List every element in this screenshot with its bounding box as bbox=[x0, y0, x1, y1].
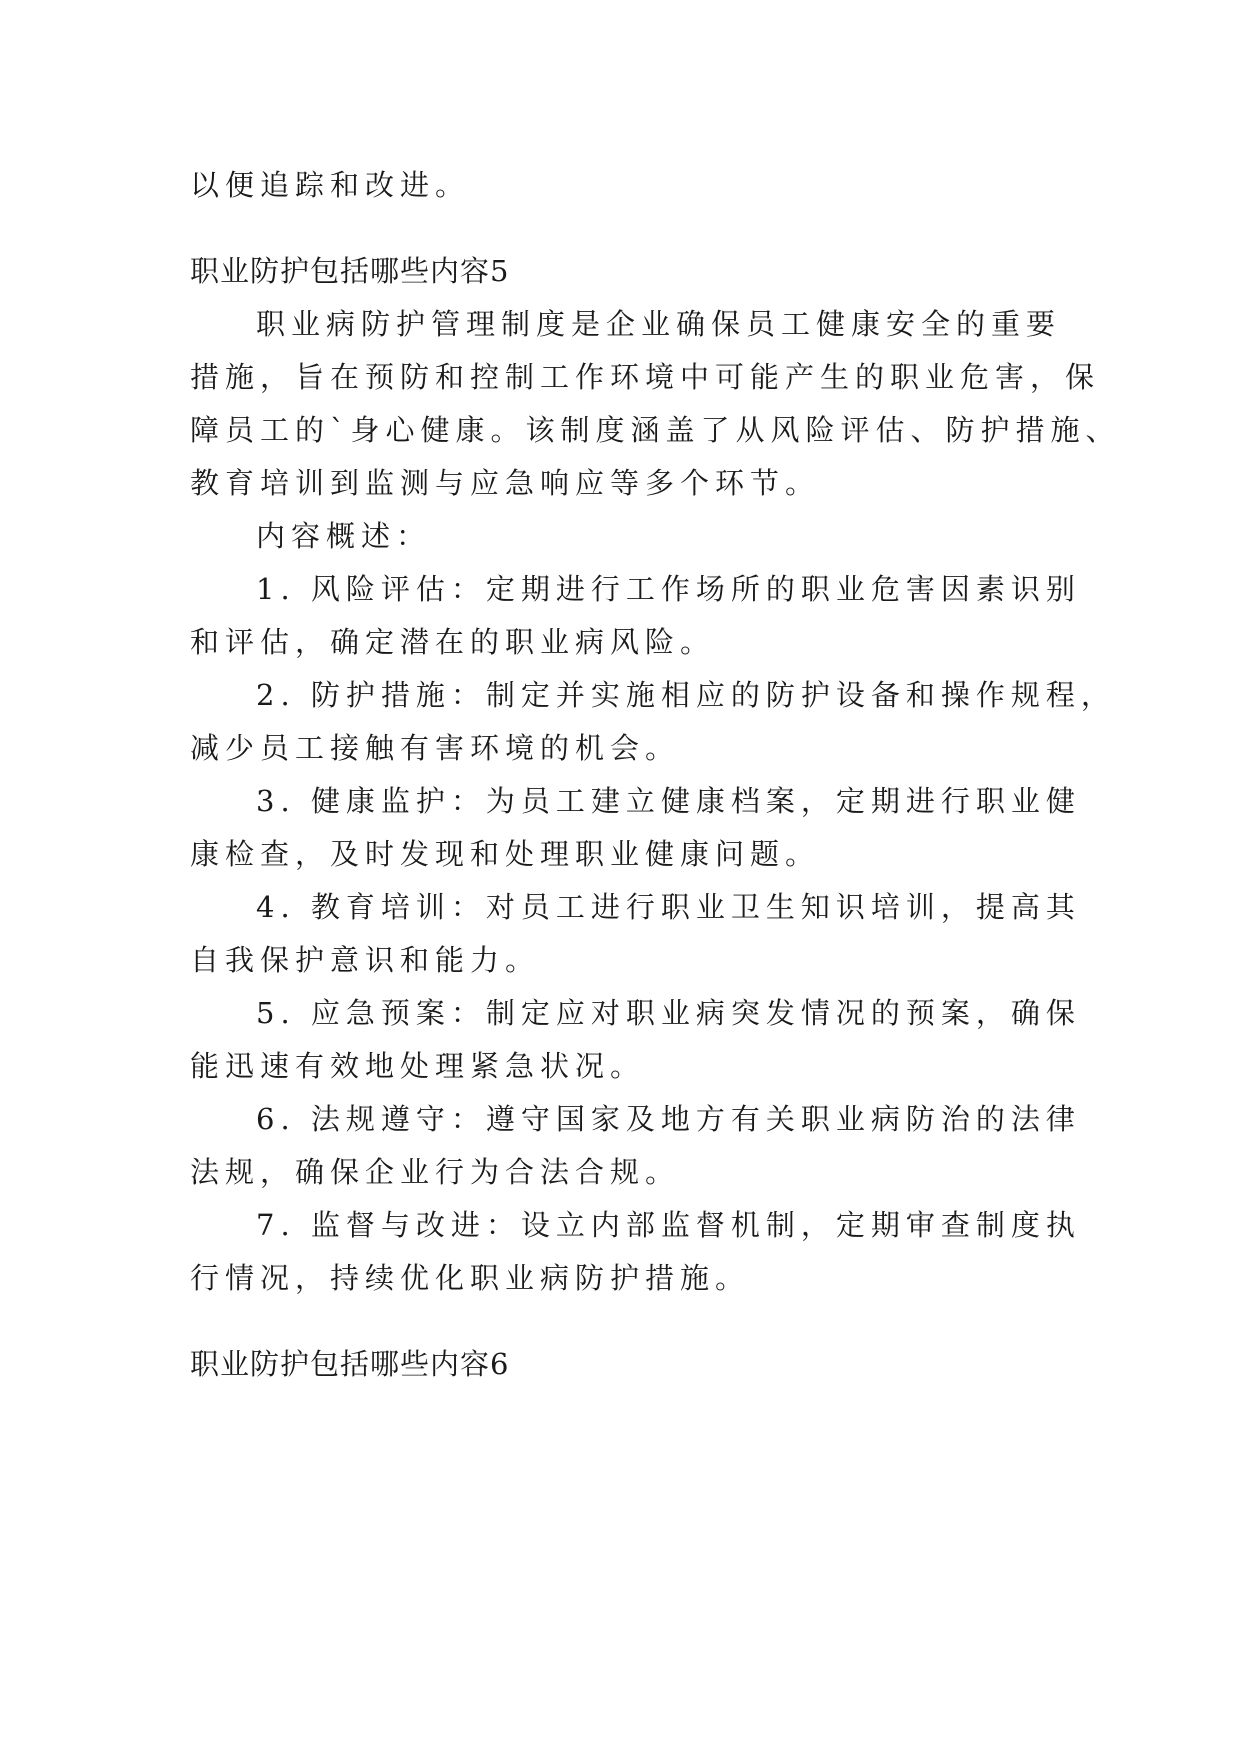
intro-line-4: 教育培训到监测与应急响应等多个环节。 bbox=[190, 466, 821, 500]
item-4-line-1: 4. 教育培训：对员工进行职业卫生知识培训，提高其 bbox=[256, 890, 1081, 924]
section-6-heading: 职业防护包括哪些内容6 bbox=[190, 1347, 510, 1381]
item-5-line-2: 能迅速有效地处理紧急状况。 bbox=[190, 1049, 646, 1083]
item-2-line-1: 2. 防护措施：制定并实施相应的防护设备和操作规程， bbox=[256, 678, 1116, 712]
item-4-line-2: 自我保护意识和能力。 bbox=[190, 943, 541, 977]
item-6-line-2: 法规，确保企业行为合法合规。 bbox=[190, 1155, 681, 1189]
item-6-line-1: 6. 法规遵守：遵守国家及地方有关职业病防治的法律 bbox=[256, 1102, 1081, 1136]
intro-line-2: 措施，旨在预防和控制工作环境中可能产生的职业危害，保 bbox=[190, 360, 1101, 394]
item-1-line-2: 和评估，确定潜在的职业病风险。 bbox=[190, 625, 716, 659]
item-7-line-1: 7. 监督与改进：设立内部监督机制，定期审查制度执 bbox=[256, 1208, 1081, 1242]
item-3-line-2: 康检查，及时发现和处理职业健康问题。 bbox=[190, 837, 821, 871]
item-3-line-1: 3. 健康监护：为员工建立健康档案，定期进行职业健 bbox=[256, 784, 1081, 818]
item-5-line-1: 5. 应急预案：制定应对职业病突发情况的预案，确保 bbox=[256, 996, 1081, 1030]
intro-line-3: 障员工的`身心健康。该制度涵盖了从风险评估、防护措施、 bbox=[190, 413, 1121, 447]
item-7-line-2: 行情况，持续优化职业病防护措施。 bbox=[190, 1261, 751, 1295]
section-5-heading: 职业防护包括哪些内容5 bbox=[190, 254, 510, 288]
item-1-line-1: 1. 风险评估：定期进行工作场所的职业危害因素识别 bbox=[256, 572, 1081, 606]
continuation-text: 以便追踪和改进。 bbox=[190, 168, 471, 202]
intro-line-1: 职业病防护管理制度是企业确保员工健康安全的重要 bbox=[256, 307, 1062, 341]
item-2-line-2: 减少员工接触有害环境的机会。 bbox=[190, 731, 681, 765]
overview-label: 内容概述： bbox=[256, 519, 432, 553]
